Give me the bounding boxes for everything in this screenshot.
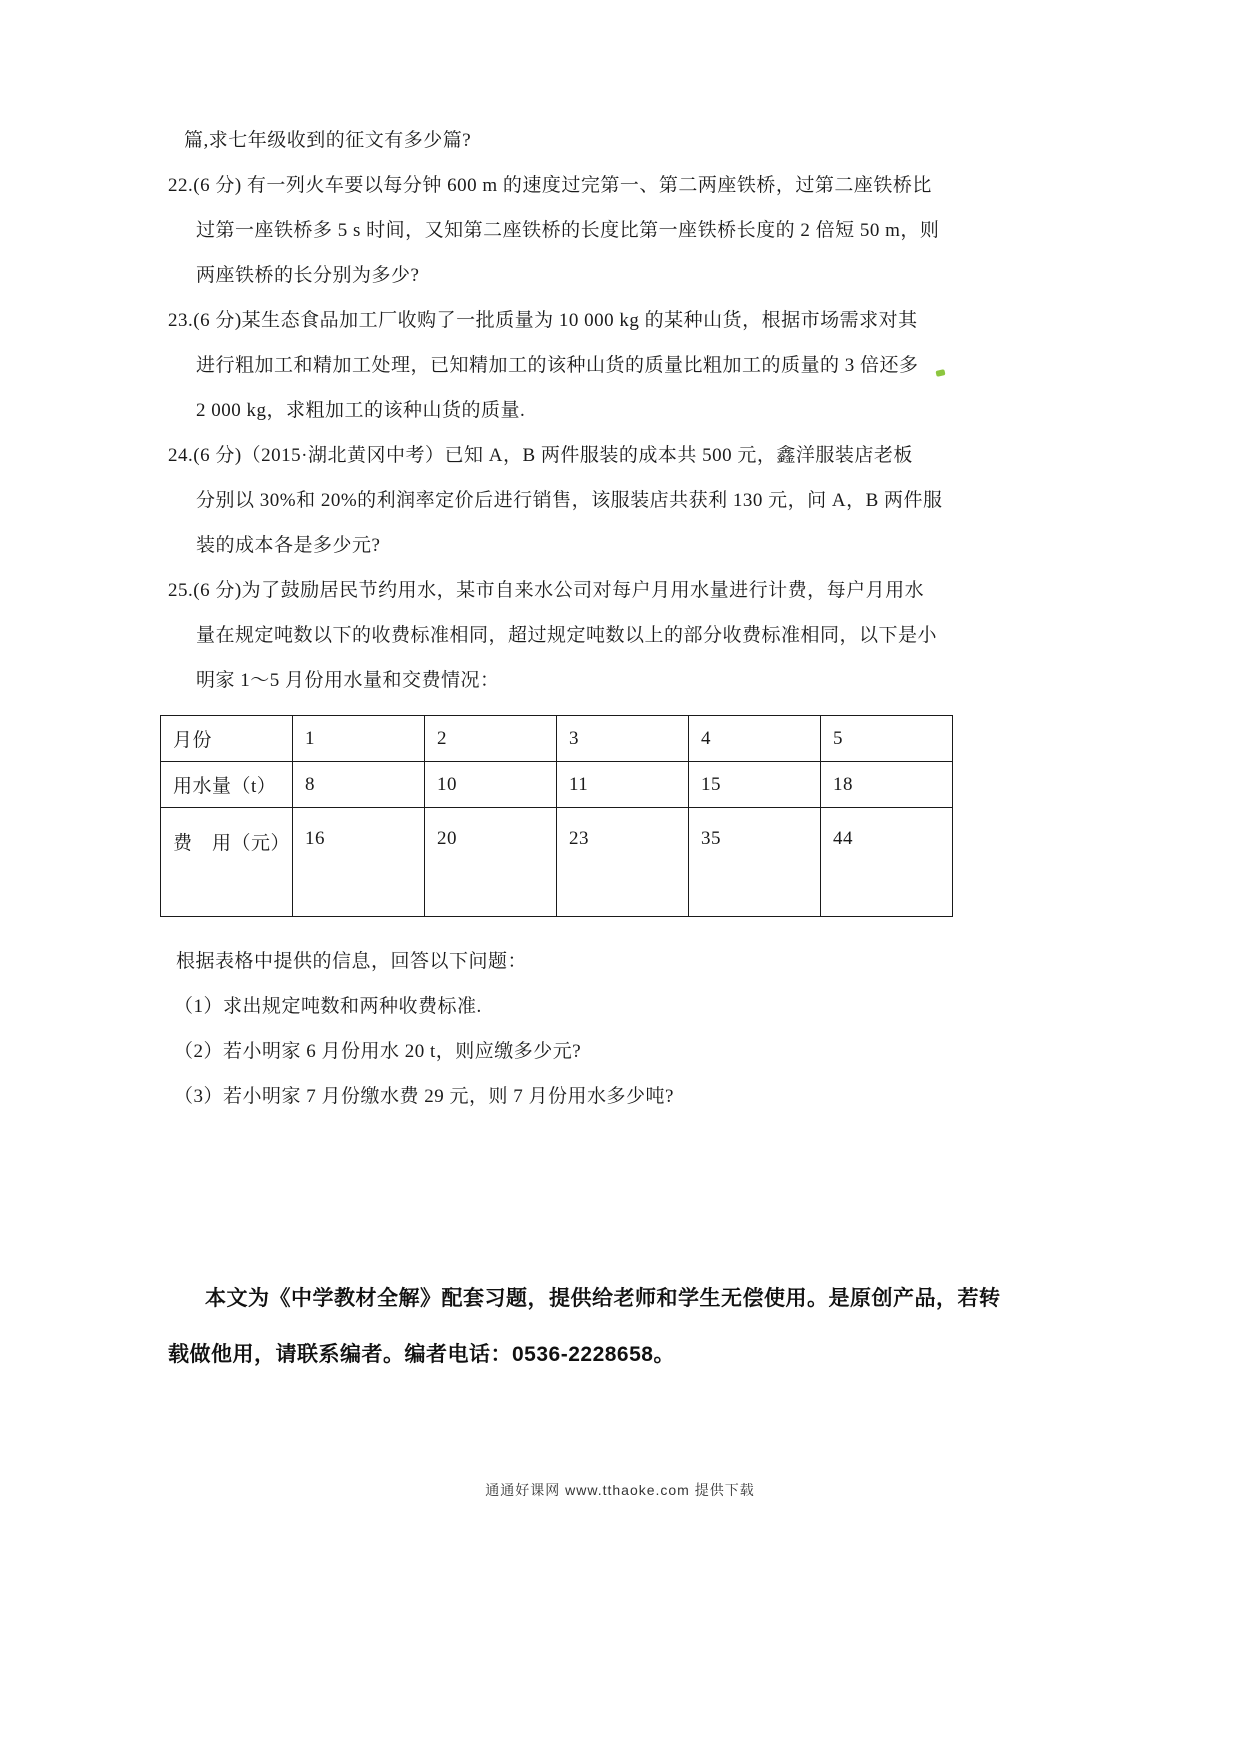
question-25-line-1: 25.(6 分)为了鼓励居民节约用水，某市自来水公司对每户月用水量进行计费，每户月用水	[168, 580, 925, 601]
table-cell: 10	[425, 762, 557, 808]
table-cell: 4	[689, 716, 821, 762]
table-cell: 23	[557, 808, 689, 917]
table-cell: 8	[293, 762, 425, 808]
table-info-line: 根据表格中提供的信息，回答以下问题：	[176, 951, 528, 972]
table-cell: 费 用（元）	[161, 808, 293, 917]
table-cell: 11	[557, 762, 689, 808]
question-25-line-3: 明家 1～5 月份用水量和交费情况：	[196, 670, 500, 691]
question-25-subparts	[168, 939, 1120, 1119]
notice-line-1: 本文为《中学教材全解》配套习题，提供给老师和学生无偿使用。是原创产品，若转	[205, 1287, 1001, 1310]
table-cell: 15	[689, 762, 821, 808]
question-22-line-2: 过第一座铁桥多 5 s 时间，又知第二座铁桥的长度比第一座铁桥长度的 2 倍短 50 m，则	[196, 220, 940, 241]
site-footer: 通通好课网 www.tthaoke.com 提供下载	[485, 1482, 755, 1498]
table-cell: 18	[821, 762, 953, 808]
table-cell: 3	[557, 716, 689, 762]
question-25	[168, 568, 1120, 703]
subquestion-3: （3）若小明家 7 月份缴水费 29 元，则 7 月份用水多少吨?	[174, 1086, 674, 1107]
table-cell: 月份	[161, 716, 293, 762]
subquestion-1: （1）求出规定吨数和两种收费标准.	[174, 996, 482, 1017]
question-24-line-3: 装的成本各是多少元?	[196, 535, 381, 556]
table-cell: 2	[425, 716, 557, 762]
table-cell: 16	[293, 808, 425, 917]
table-row-month	[161, 716, 953, 762]
question-24-line-1: 24.(6 分)（2015·湖北黄冈中考）已知 A，B 两件服装的成本共 500 元，鑫洋服装店老板	[168, 445, 913, 466]
question-22-line-3: 两座铁桥的长分别为多少?	[196, 265, 420, 286]
table-cell: 44	[821, 808, 953, 917]
table-cell: 20	[425, 808, 557, 917]
table-cell: 35	[689, 808, 821, 917]
question-25-line-2: 量在规定吨数以下的收费标准相同，超过规定吨数以上的部分收费标准相同，以下是小	[196, 625, 938, 646]
table-cell: 1	[293, 716, 425, 762]
question-24-line-2: 分别以 30%和 20%的利润率定价后进行销售，该服装店共获利 130 元，问 A，B 两件服	[196, 490, 943, 511]
question-22	[168, 163, 1120, 298]
table-cell: 用水量（t）	[161, 762, 293, 808]
document-content	[168, 118, 1120, 1383]
notice-line-2: 载做他用，请联系编者。编者电话：0536-2228658。	[168, 1343, 675, 1366]
question-23-line-2: 进行粗加工和精加工处理，已知精加工的该种山货的质量比粗加工的质量的 3 倍还多	[196, 355, 919, 376]
question-21-continuation: 篇,求七年级收到的征文有多少篇?	[184, 130, 472, 151]
question-23	[168, 298, 1120, 433]
copyright-notice	[168, 1271, 1120, 1383]
subquestion-2: （2）若小明家 6 月份用水 20 t，则应缴多少元?	[174, 1041, 582, 1062]
question-24	[168, 433, 1120, 568]
question-23-line-1: 23.(6 分)某生态食品加工厂收购了一批质量为 10 000 kg 的某种山货，根据市场需求对其	[168, 310, 918, 331]
table-row-fee	[161, 808, 953, 917]
water-usage-table	[160, 715, 953, 917]
question-22-line-1: 22.(6 分) 有一列火车要以每分钟 600 m 的速度过完第一、第二两座铁桥，过第二座铁桥比	[168, 175, 932, 196]
question-23-line-3: 2 000 kg，求粗加工的该种山货的质量.	[196, 400, 526, 421]
table-row-usage	[161, 762, 953, 808]
table-cell: 5	[821, 716, 953, 762]
